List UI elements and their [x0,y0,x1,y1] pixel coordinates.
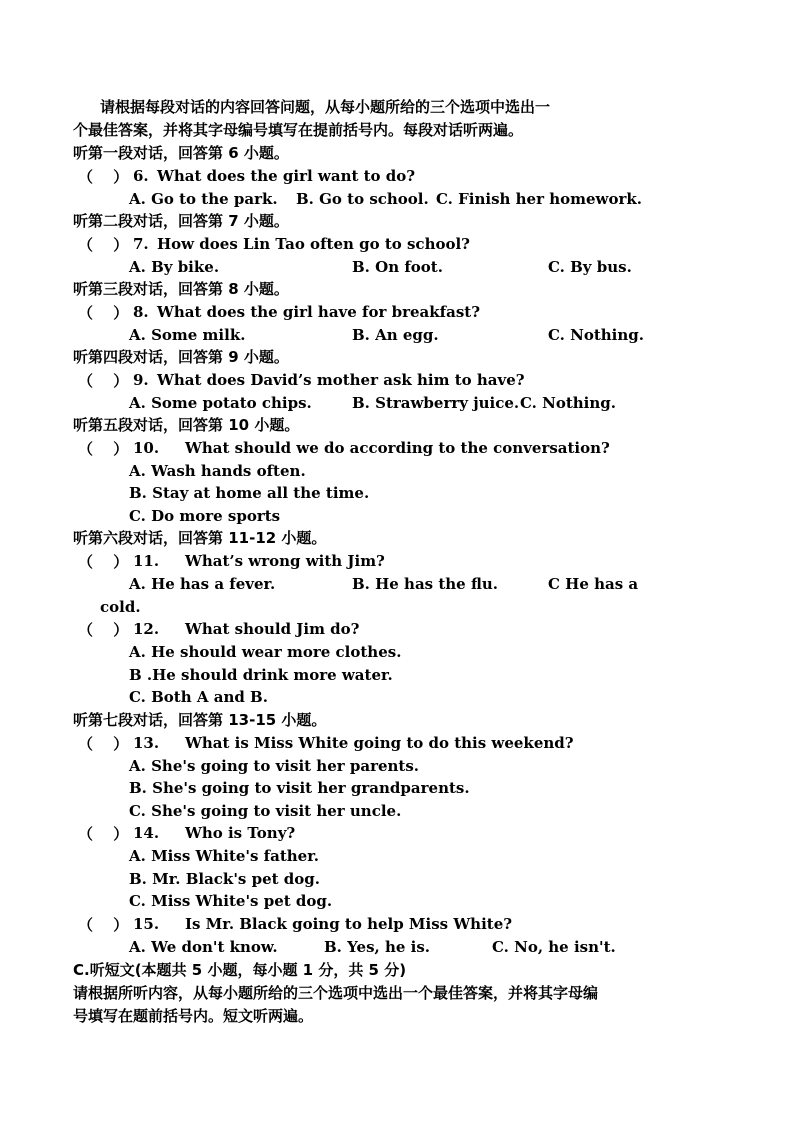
section-heading-6: 听第六段对话，回答第 11-12 小题。 [73,529,327,547]
part-c-title: C.听短文(本题共 5 小题，每小题 1 分，共 5 分) [73,961,407,979]
option-10-b: B. Stay at home all the time. [129,484,370,502]
option-8-c: C. Nothing. [548,326,644,344]
question-number-12: 12. [133,620,160,638]
option-10-c: C. Do more sports [129,507,281,525]
option-12-a: A. He should wear more clothes. [129,643,402,661]
question-text-6: What does the girl want to do? [157,167,416,185]
option-13-b: B. She's going to visit her grandparents. [129,779,470,797]
option-14-a: A. Miss White's father. [129,847,319,865]
question-number-9: 9. [133,371,149,389]
question-number-7: 7. [133,235,149,253]
question-text-10: What should we do according to the conversation? [185,439,610,457]
question-text-14: Who is Tony? [185,824,296,842]
option-13-c: C. She's going to visit her uncle. [129,802,402,820]
section-heading-3: 听第三段对话，回答第 8 小题。 [73,280,289,298]
option-12-b: B .He should drink more water. [129,666,393,684]
option-13-a: A. She's going to visit her parents. [129,757,420,775]
question-text-11: What’s wrong with Jim? [185,552,385,570]
question-text-8: What does the girl have for breakfast? [157,303,481,321]
option-15-b: B. Yes, he is. [324,938,430,956]
answer-bracket-11: （ ） [78,553,129,571]
option-11-c: C He has a [548,575,639,593]
answer-bracket-6: （ ） [78,168,129,186]
option-15-c: C. No, he isn't. [492,938,616,956]
question-number-11: 11. [133,552,160,570]
option-10-a: A. Wash hands often. [129,462,306,480]
answer-bracket-13: （ ） [78,735,129,753]
question-text-7: How does Lin Tao often go to school? [157,235,470,253]
option-8-a: A. Some milk. [129,326,246,344]
section-heading-4: 听第四段对话，回答第 9 小题。 [73,348,289,366]
option-12-c: C. Both A and B. [129,688,268,706]
question-text-13: What is Miss White going to do this weekend? [185,734,574,752]
question-text-12: What should Jim do? [185,620,360,638]
option-9-b: B. Strawberry juice. [352,394,520,412]
section-heading-5: 听第五段对话，回答第 10 小题。 [73,416,300,434]
answer-bracket-12: （ ） [78,621,129,639]
option-14-c: C. Miss White's pet dog. [129,892,333,910]
question-number-13: 13. [133,734,160,752]
option-9-c: C. Nothing. [520,394,616,412]
answer-bracket-15: （ ） [78,916,129,934]
option-7-a: A. By bike. [129,258,220,276]
part-c-instruction-2: 号填写在题前括号内。短文听两遍。 [73,1007,314,1025]
answer-bracket-9: （ ） [78,372,129,390]
section-heading-2: 听第二段对话，回答第 7 小题。 [73,212,289,230]
section-heading-7: 听第七段对话，回答第 13-15 小题。 [73,711,327,729]
question-text-15: Is Mr. Black going to help Miss White? [185,915,513,933]
question-number-14: 14. [133,824,160,842]
option-6-b: B. Go to school. [296,190,429,208]
intro-line-1: 请根据每段对话的内容回答问题，从每小题所给的三个选项中选出一 [100,98,551,116]
option-14-b: B. Mr. Black's pet dog. [129,870,320,888]
option-6-c: C. Finish her homework. [436,190,642,208]
intro-line-2: 个最佳答案，并将其字母编号填写在提前括号内。每段对话听两遍。 [73,121,524,139]
section-heading-1: 听第一段对话，回答第 6 小题。 [73,144,289,162]
question-number-10: 10. [133,439,160,457]
option-11-b: B. He has the flu. [352,575,498,593]
question-text-9: What does David’s mother ask him to have? [157,371,525,389]
option-8-b: B. An egg. [352,326,439,344]
option-7-b: B. On foot. [352,258,443,276]
option-11-c-continued: cold. [100,598,141,616]
option-6-a: A. Go to the park. [129,190,278,208]
question-number-6: 6. [133,167,149,185]
option-15-a: A. We don't know. [129,938,278,956]
answer-bracket-7: （ ） [78,236,129,254]
option-9-a: A. Some potato chips. [129,394,312,412]
question-number-8: 8. [133,303,149,321]
answer-bracket-8: （ ） [78,304,129,322]
option-7-c: C. By bus. [548,258,632,276]
answer-bracket-10: （ ） [78,440,129,458]
answer-bracket-14: （ ） [78,825,129,843]
question-number-15: 15. [133,915,160,933]
option-11-a: A. He has a fever. [129,575,276,593]
part-c-instruction-1: 请根据所听内容，从每小题所给的三个选项中选出一个最佳答案，并将其字母编 [73,984,599,1002]
